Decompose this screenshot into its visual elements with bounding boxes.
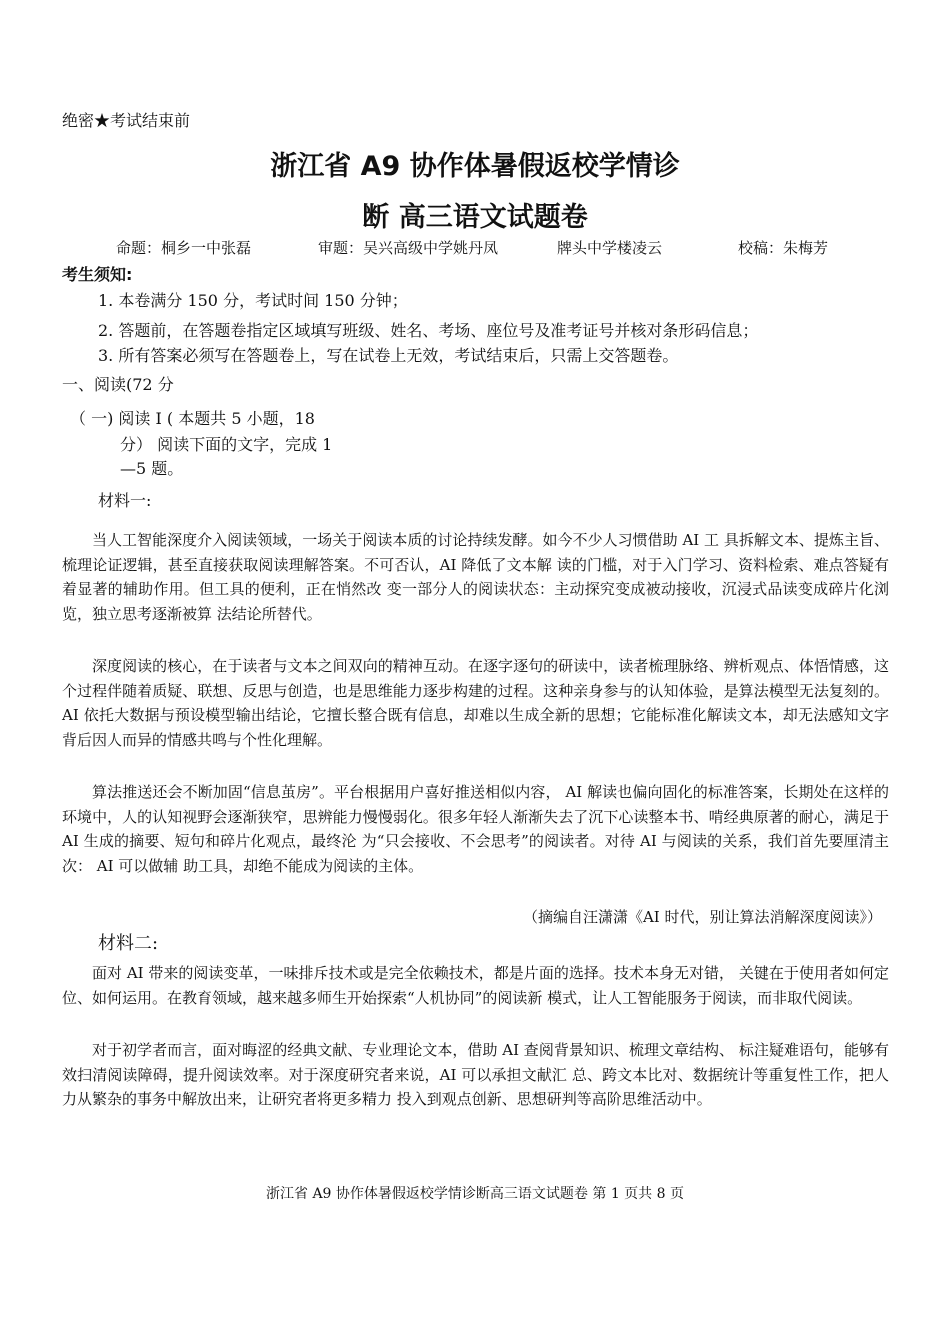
page-footer: 浙江省 A9 协作体暑假返校学情诊断高三语文试题卷 第 1 页共 8 页 bbox=[266, 1186, 684, 1202]
credit-proofreader: 校稿：朱梅芳 bbox=[738, 239, 829, 257]
part-instruction-line: 分） 阅读下面的文字，完成 1 bbox=[120, 435, 333, 454]
material1-source: （摘编自汪潇潇《AI 时代，别让算法消解深度阅读》） bbox=[522, 908, 882, 926]
section-title: 一、阅读(72 分 bbox=[62, 375, 174, 394]
material1-paragraph: 深度阅读的核心，在于读者与文本之间双向的精神互动。在逐字逐句的研读中，读者梳理脉络、辨析观点、体悟情感，这个过程伴随着质疑、联想、反思与创造，也是思维能力逐步构建的过程。这种亲身参与的认知体验，是算法模型无法复刻的。 AI 依托大数据与预设模型输出结论，它擅长整合既有信息，却难以生成全新的思想；它能标准化解读文本，却无法感知文字背后因人而异的情感共鸣与个性化理解。 bbox=[62, 657, 889, 749]
material1-label: 材料一: bbox=[98, 491, 152, 510]
material1-paragraph: 当人工智能深度介入阅读领域，一场关于阅读本质的讨论持续发酵。如今不少人习惯借助 AI 工 具拆解文本、提炼主旨、梳理论证逻辑，甚至直接获取阅读理解答案。不可否认，AI 降低了文本解 读的门槛，对于入门学习、资料检索、难点答疑有着显著的辅助作用。但工具的便利，正在悄然改 变一部分人的阅读状态：主动探究变成被动接收，沉浸式品读变成碎片化浏览，独立思考逐渐被算 法结论所替代。 bbox=[62, 531, 889, 623]
material2-paragraph: 面对 AI 带来的阅读变革，一味排斥技术或是完全依赖技术，都是片面的选择。技术本身无对错， 关键在于使用者如何定位、如何运用。在教育领域，越来越多师生开始探索“人机协同”的阅读新 模式，让人工智能服务于阅读，而非取代阅读。 bbox=[62, 964, 889, 1007]
material1-paragraph: 算法推送还会不断加固“信息茧房”。平台根据用户喜好推送相似内容， AI 解读也偏向固化的标准答案，长期处在这样的环境中，人的认知视野会逐渐狭窄，思辨能力慢慢弱化。很多年轻人渐渐失去了沉下心读整本书、啃经典原著的耐心，满足于 AI 生成的摘要、短句和碎片化观点，最终沦 为“只会接收、不会思考”的阅读者。对待 AI 与阅读的关系，我们首先要厘清主次： AI 可以做辅 助工具，却绝不能成为阅读的主体。 bbox=[62, 783, 889, 875]
exam-title-line2: 断 高三语文试题卷 bbox=[362, 202, 588, 233]
notice-item: 3. 所有答案必须写在答题卷上，写在试卷上无效，考试结束后，只需上交答题卷。 bbox=[98, 346, 679, 365]
credit-author: 命题：桐乡一中张磊 bbox=[116, 239, 252, 257]
notice-item: 1. 本卷满分 150 分，考试时间 150 分钟； bbox=[98, 291, 408, 310]
secret-mark: 绝密★考试结束前 bbox=[62, 111, 191, 130]
exam-title-line1: 浙江省 A9 协作体暑假返校学情诊 bbox=[270, 151, 680, 182]
notice-item: 2. 答题前，在答题卷指定区域填写班级、姓名、考场、座位号及准考证号并核对条形码信息； bbox=[98, 321, 759, 340]
credit-reviewer-2: 牌头中学楼凌云 bbox=[557, 239, 663, 257]
part-instruction-line: （ 一) 阅读 I ( 本题共 5 小题，18 bbox=[70, 409, 315, 428]
notice-heading: 考生须知: bbox=[62, 265, 133, 284]
part-instruction-line: —5 题。 bbox=[120, 459, 184, 478]
material2-paragraph: 对于初学者而言，面对晦涩的经典文献、专业理论文本，借助 AI 查阅背景知识、梳理文章结构、 标注疑难语句，能够有效扫清阅读障碍，提升阅读效率。对于深度研究者来说，AI 可以承担文献汇 总、跨文本比对、数据统计等重复性工作，把人力从繁杂的事务中解放出来，让研究者将更多精力 投入到观点创新、思想研判等高阶思维活动中。 bbox=[62, 1041, 889, 1108]
credit-reviewer: 审题：吴兴高级中学姚丹凤 bbox=[318, 239, 499, 257]
material2-label: 材料二: bbox=[98, 933, 159, 954]
